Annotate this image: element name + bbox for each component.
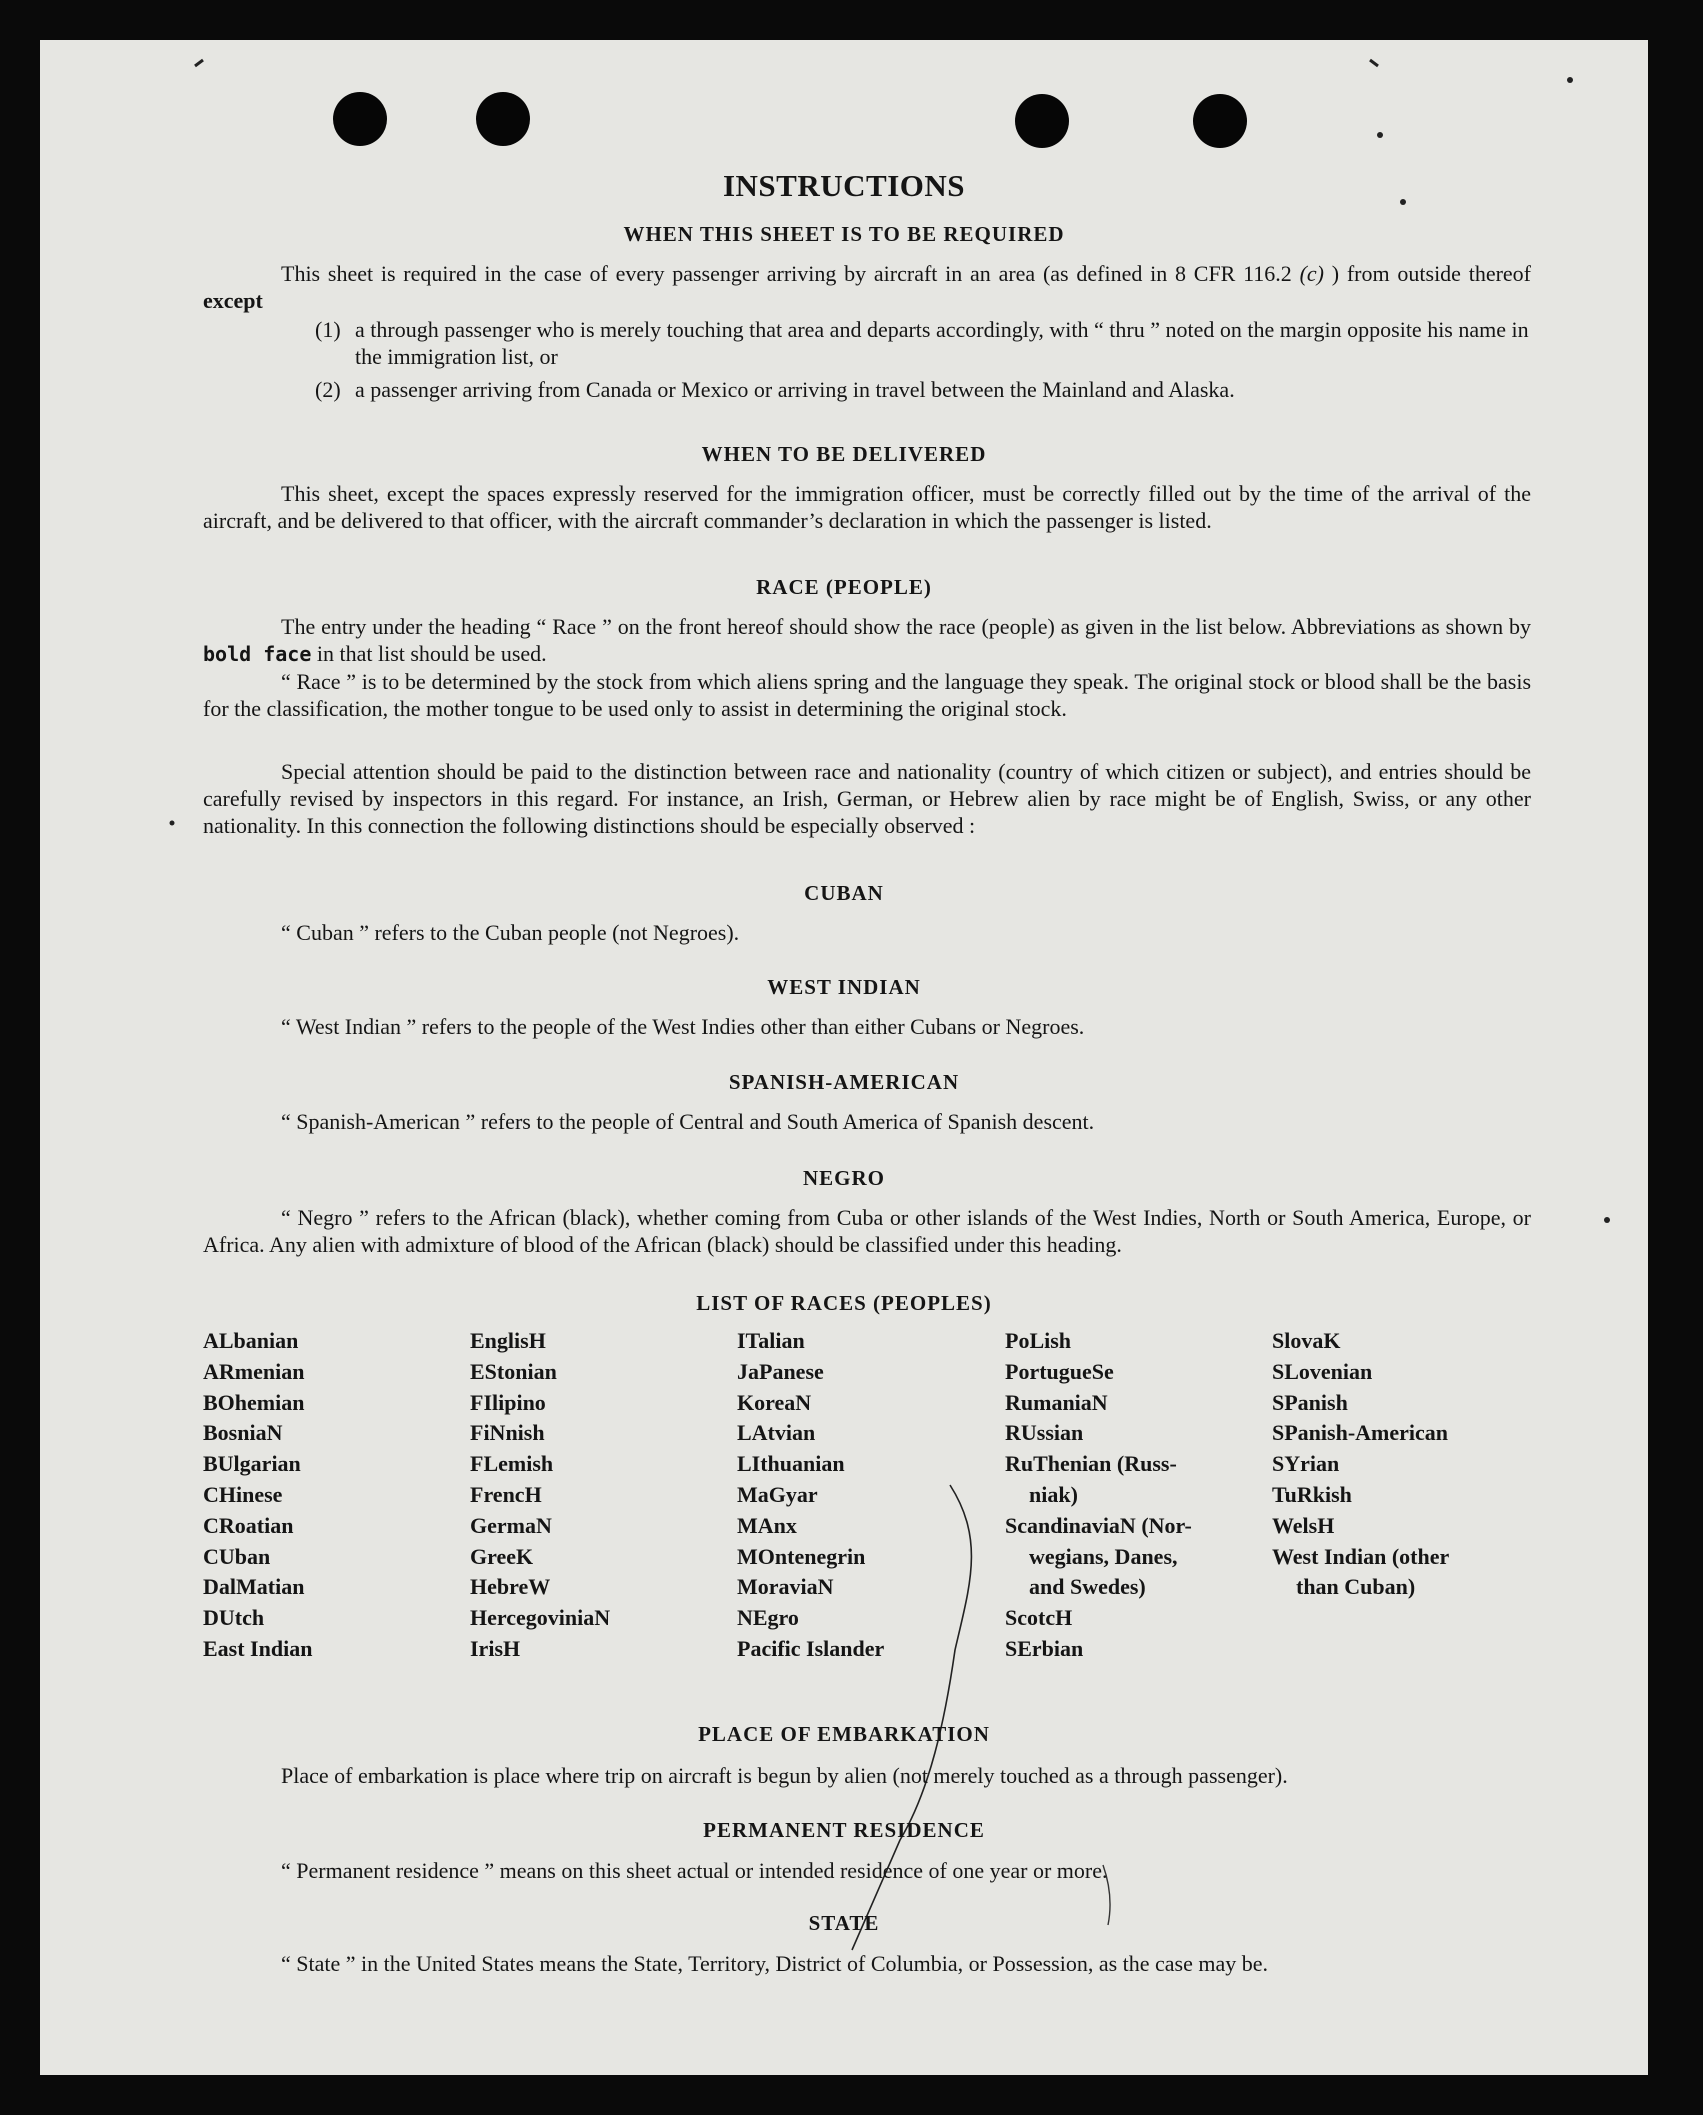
race-entry: BUlgarian bbox=[203, 1451, 301, 1477]
race-entry: MAnx bbox=[737, 1512, 797, 1538]
races-column-5 bbox=[1272, 1326, 1449, 1603]
races-column-4 bbox=[1005, 1326, 1192, 1665]
race-entry: SErbian bbox=[1005, 1635, 1084, 1661]
page-title: INSTRUCTIONS bbox=[722, 168, 965, 203]
race-entry: EStonian bbox=[470, 1358, 557, 1384]
race-entry-continued: and Swedes) bbox=[1029, 1574, 1146, 1600]
paragraph-race-2: “ Race ” is to be determined by the stock from which aliens spring and the language they speak. The original stock or blood shall be the basis for the classification, the mother tongue to be used only to assist in determining the original stock. bbox=[203, 669, 1531, 721]
list-item: (2) a passenger arriving from Canada or Mexico or arriving in travel between the Mainland and Alaska. bbox=[315, 377, 1235, 402]
races-column-3 bbox=[737, 1326, 884, 1665]
race-entry: SYrian bbox=[1272, 1451, 1340, 1477]
race-entry: GermaN bbox=[470, 1512, 552, 1538]
race-entry: MOntenegrin bbox=[737, 1543, 866, 1569]
heading-west-indian: WEST INDIAN bbox=[767, 975, 921, 999]
paragraph-when-required: This sheet is required in the case of every passenger arriving by aircraft in an area (as defined in 8 CFR 116.2 (c) ) from outside thereof except bbox=[203, 261, 1532, 313]
race-entry: ALbanian bbox=[203, 1328, 299, 1353]
race-entry: PoLish bbox=[1005, 1328, 1072, 1353]
heading-race: RACE (PEOPLE) bbox=[756, 575, 932, 599]
race-entry-continued: niak) bbox=[1029, 1481, 1078, 1507]
paragraph-permanent-residence: “ Permanent residence ” means on this sheet actual or intended residence of one year or more. bbox=[281, 1858, 1108, 1883]
race-entry: MaGyar bbox=[737, 1481, 818, 1507]
race-entry: East Indian bbox=[203, 1635, 313, 1661]
races-column-1 bbox=[203, 1326, 312, 1665]
race-entry: CHinese bbox=[203, 1481, 283, 1507]
race-entry: KoreaN bbox=[737, 1389, 812, 1415]
race-entry: ScotcH bbox=[1005, 1605, 1073, 1631]
race-entry: GreeK bbox=[470, 1543, 534, 1569]
race-entry: EnglisH bbox=[470, 1328, 546, 1353]
race-entry: LIthuanian bbox=[737, 1451, 845, 1477]
document-page bbox=[40, 40, 1648, 2075]
race-entry: IrisH bbox=[470, 1635, 521, 1661]
heading-embarkation: PLACE OF EMBARKATION bbox=[698, 1722, 990, 1746]
paragraph-state: “ State ” in the United States means the State, Territory, District of Columbia, or Possession, as the case may be. bbox=[281, 1951, 1269, 1976]
race-entry: West Indian (other bbox=[1272, 1543, 1450, 1569]
race-entry: CUban bbox=[203, 1543, 271, 1569]
paragraph-cuban: “ Cuban ” refers to the Cuban people (not Negroes). bbox=[281, 920, 740, 945]
race-entry: FrencH bbox=[470, 1481, 542, 1507]
race-entry: FIlipino bbox=[470, 1389, 546, 1415]
race-entry: DUtch bbox=[203, 1605, 265, 1631]
race-entry: ScandinaviaN (Nor- bbox=[1005, 1512, 1192, 1538]
race-entry: HebreW bbox=[470, 1574, 551, 1600]
race-entry: BosniaN bbox=[203, 1420, 283, 1446]
race-entry: SPanish-American bbox=[1272, 1420, 1448, 1446]
race-entry: SPanish bbox=[1272, 1389, 1348, 1415]
paragraph-west-indian: “ West Indian ” refers to the people of the West Indies other than either Cubans or Negroes. bbox=[281, 1014, 1085, 1039]
race-entry: BOhemian bbox=[203, 1389, 305, 1415]
race-entry-continued: wegians, Danes, bbox=[1029, 1543, 1178, 1569]
race-entry: ARmenian bbox=[203, 1358, 305, 1384]
list-item: (1) a through passenger who is merely touching that area and departs accordingly, with “ thru ” noted on the margin opposite his name in the immigration list, or bbox=[315, 317, 1529, 369]
race-entry: JaPanese bbox=[737, 1358, 824, 1384]
race-entry: ITalian bbox=[737, 1328, 805, 1353]
heading-when-required: WHEN THIS SHEET IS TO BE REQUIRED bbox=[623, 222, 1065, 246]
race-entry: DalMatian bbox=[203, 1574, 305, 1600]
race-entry: RuThenian (Russ- bbox=[1005, 1451, 1177, 1477]
race-entry: NEgro bbox=[737, 1605, 799, 1631]
race-entry: HercegoviniaN bbox=[470, 1605, 611, 1631]
races-column-2 bbox=[470, 1326, 610, 1665]
race-entry: Pacific Islander bbox=[737, 1635, 885, 1661]
race-entry: FiNnish bbox=[470, 1420, 545, 1446]
heading-permanent-residence: PERMANENT RESIDENCE bbox=[703, 1818, 985, 1842]
race-entry: TuRkish bbox=[1272, 1481, 1352, 1507]
race-entry: SlovaK bbox=[1272, 1328, 1341, 1353]
paragraph-when-delivered: This sheet, except the spaces expressly reserved for the immigration officer, must be correctly filled out by the time of the arrival of the aircraft, and be delivered to that officer, with the aircraft commander’s declaration in which the passenger is listed. bbox=[203, 481, 1531, 533]
race-entry: WelsH bbox=[1272, 1512, 1335, 1538]
heading-cuban: CUBAN bbox=[804, 881, 884, 905]
race-entry: FLemish bbox=[470, 1451, 554, 1477]
heading-list-of-races: LIST OF RACES (PEOPLES) bbox=[696, 1291, 992, 1315]
paragraph-embarkation: Place of embarkation is place where trip on aircraft is begun by alien (not merely touched as a through passenger). bbox=[281, 1763, 1288, 1788]
race-entry: MoraviaN bbox=[737, 1574, 834, 1600]
paragraph-negro: “ Negro ” refers to the African (black), whether coming from Cuba or other islands of the West Indies, North or South America, Europe, or Africa. Any alien with admixture of blood of the African (black) should be classified under this heading. bbox=[203, 1205, 1531, 1257]
paragraph-race-3: Special attention should be paid to the distinction between race and nationality (country of which citizen or subject), and entries should be carefully revised by inspectors in this regard. For instance, an Irish, German, or Hebrew alien by race might be of English, Swiss, or any other nationality. In this connection the following distinctions should be especially observed : bbox=[203, 759, 1531, 838]
race-entry: RUssian bbox=[1005, 1420, 1084, 1446]
paragraph-race-1: The entry under the heading “ Race ” on the front hereof should show the race (people) as given in the list below. Abbreviations as shown by bold face in that list should be used. bbox=[203, 614, 1531, 666]
paragraph-spanish-american: “ Spanish-American ” refers to the people of Central and South America of Spanish descent. bbox=[281, 1109, 1095, 1134]
race-entry: SLovenian bbox=[1272, 1358, 1373, 1384]
race-entry: PortugueSe bbox=[1005, 1358, 1114, 1384]
race-entry: CRoatian bbox=[203, 1512, 294, 1538]
heading-spanish-american: SPANISH-AMERICAN bbox=[728, 1070, 960, 1094]
heading-when-delivered: WHEN TO BE DELIVERED bbox=[701, 442, 987, 466]
race-entry: RumaniaN bbox=[1005, 1389, 1108, 1415]
race-entry: LAtvian bbox=[737, 1420, 816, 1446]
heading-state: STATE bbox=[808, 1911, 880, 1935]
heading-negro: NEGRO bbox=[802, 1166, 885, 1190]
race-entry-continued: than Cuban) bbox=[1296, 1574, 1416, 1600]
